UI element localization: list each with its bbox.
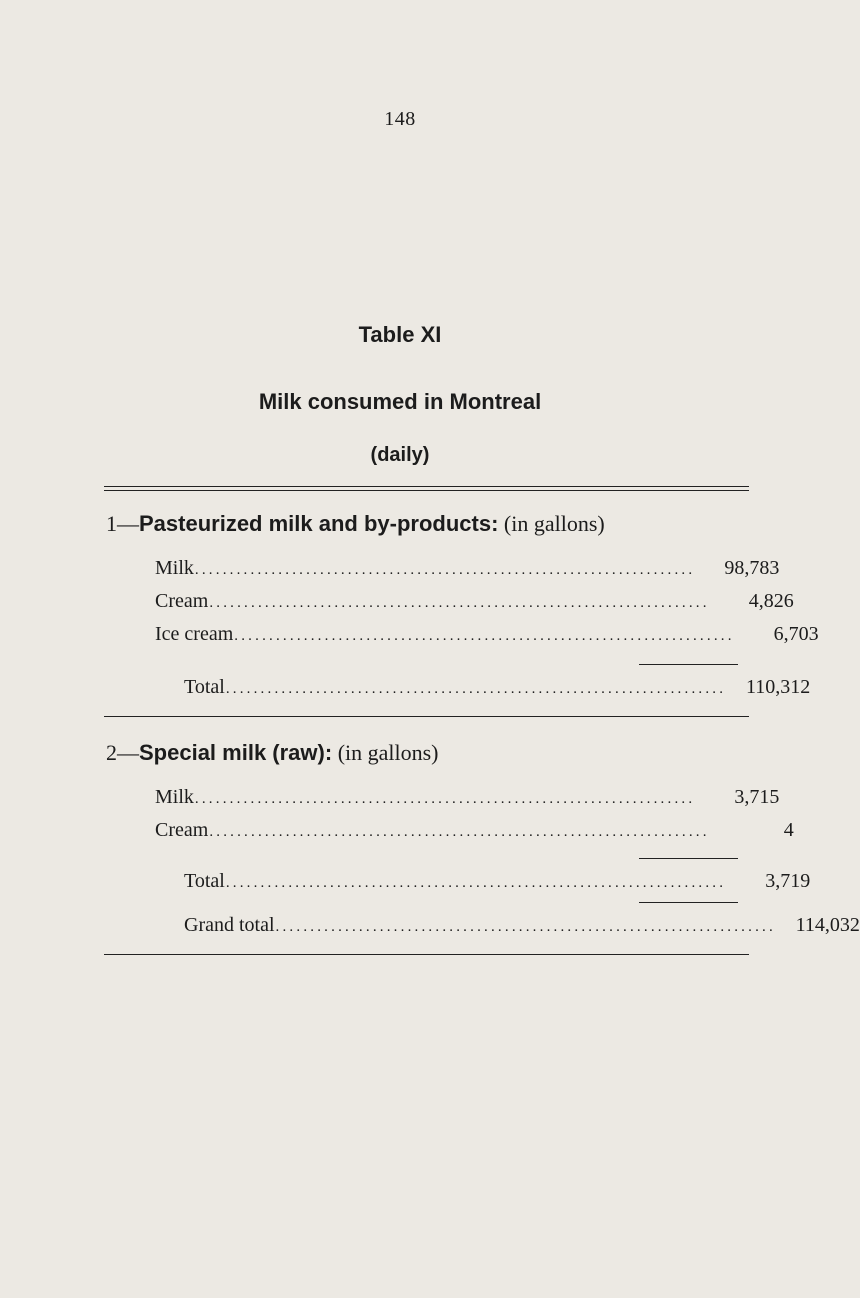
table-row: [155, 786, 780, 812]
row-value: 3,719: [765, 870, 811, 892]
table-row: [155, 590, 794, 616]
row-label: Milk: [155, 557, 194, 579]
row-label: Cream: [155, 590, 209, 612]
grand-total-row: [184, 914, 860, 940]
bottom-rule: [104, 954, 749, 955]
section-number: 1—: [106, 511, 139, 536]
row-value: 4: [783, 819, 794, 841]
section-divider: [104, 716, 749, 717]
row-label: Grand total: [184, 914, 275, 936]
top-double-rule: [104, 486, 749, 491]
row-label: Cream: [155, 819, 209, 841]
row-value: 4,826: [748, 590, 794, 612]
row-value: 110,312: [745, 676, 811, 698]
section-1-heading: [106, 511, 605, 537]
section-title: Special milk (raw):: [139, 740, 333, 765]
table-subtitle: Milk consumed in Montreal: [258, 389, 542, 414]
dot-leader: ........................................................................: [194, 562, 696, 578]
row-label: Ice cream: [155, 623, 234, 645]
section-unit: (in gallons): [337, 740, 439, 765]
dot-leader: ........................................................................: [234, 628, 735, 644]
table-row: [155, 819, 794, 845]
dot-leader: ........................................................................: [225, 681, 727, 697]
dot-leader: ........................................................................: [275, 919, 776, 935]
dot-leader: ........................................................................: [209, 824, 710, 840]
dot-leader: ........................................................................: [209, 595, 710, 611]
table-note: (daily): [370, 444, 430, 466]
section-number: 2—: [106, 740, 139, 765]
section-unit: (in gallons): [503, 511, 605, 536]
table-title: Table XI: [358, 322, 442, 347]
section-title: Pasteurized milk and by-products:: [139, 511, 499, 536]
row-value: 6,703: [773, 623, 819, 645]
row-label: Total: [184, 870, 225, 892]
section-2-heading: [106, 740, 439, 766]
grand-total-rule: [639, 902, 738, 903]
dot-leader: ........................................................................: [194, 791, 696, 807]
total-row: [184, 676, 811, 702]
row-value: 3,715: [734, 786, 780, 808]
row-label: Total: [184, 676, 225, 698]
row-value: 114,032: [795, 914, 860, 936]
subtotal-rule: [639, 858, 738, 859]
row-label: Milk: [155, 786, 194, 808]
total-row: [184, 870, 811, 896]
dot-leader: ........................................................................: [225, 875, 727, 891]
table-row: [155, 557, 780, 583]
subtotal-rule: [639, 664, 738, 665]
table-row: [155, 623, 819, 649]
page-number: 148: [384, 108, 416, 130]
row-value: 98,783: [724, 557, 780, 579]
